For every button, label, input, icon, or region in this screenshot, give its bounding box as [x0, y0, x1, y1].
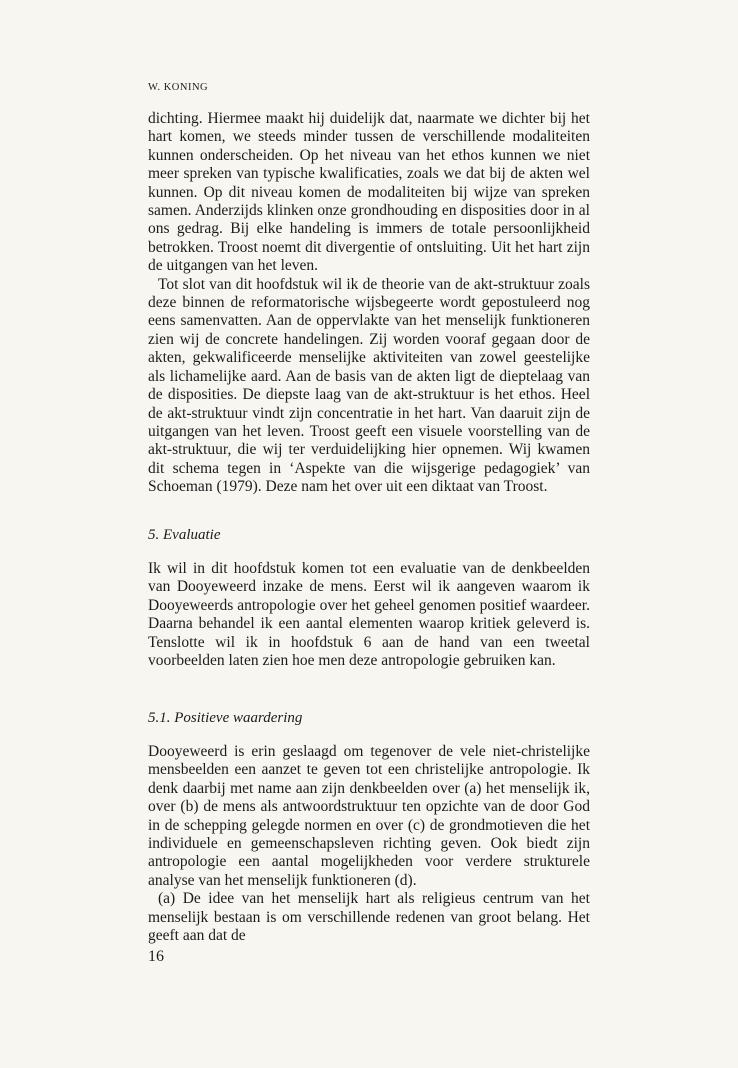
body-paragraph: Ik wil in dit hoofdstuk komen tot een evaluatie van de denkbeelden van Dooyeweerd inzake de mens. Eerst wil ik aangeven waarom ik Dooyeweerds antropologie over het geheel genomen positief waardeer. Daarna behandel ik een aantal elementen waarop kritiek geleverd is. Tenslotte wil ik in hoofdstuk 6 aan de hand van een tweetal voorbeelden laten zien hoe men deze antropologie gebruiken kan. — [148, 560, 590, 670]
running-head: W. KONING — [148, 82, 209, 93]
section-heading-evaluatie: 5. Evaluatie — [148, 527, 221, 543]
page-number: 16 — [148, 948, 164, 965]
positieve-waardering-text-block — [148, 743, 590, 945]
section-heading-positieve-waardering: 5.1. Positieve waardering — [148, 710, 303, 726]
body-paragraph: dichting. Hiermee maakt hij duidelijk dat, naarmate we dichter bij het hart komen, we steeds minder tussen de verschillende modaliteiten kunnen onderscheiden. Op het niveau van het ethos kunnen we niet meer spreken van typische kwalificaties, zoals we dat bij de akten wel kunnen. Op dit niveau komen de modaliteiten bij wijze van spreken samen. Anderzijds klinken onze grondhouding en disposities door in al ons gedrag. Bij elke handeling is immers de totale persoonlijkheid betrokken. Troost noemt dit divergentie of ontsluiting. Uit het hart zijn de uitgangen van het leven. — [148, 110, 590, 275]
intro-text-block — [148, 110, 590, 497]
body-paragraph: Dooyeweerd is erin geslaagd om tegenover de vele niet-christelijke mensbeelden een aanzet te geven tot een christelijke antropologie. Ik denk daarbij met name aan zijn denkbeelden over (a) het menselijk ik, over (b) de mens als antwoordstruktuur ten opzichte van de door God in de schepping gelegde normen en over (c) de grondmotieven die het individuele en gemeenschapsleven richting geven. Ook biedt zijn antropologie een aantal mogelijkheden voor verdere strukturele analyse van het menselijk funktioneren (d). — [148, 743, 590, 889]
evaluatie-text-block — [148, 560, 590, 670]
body-paragraph: (a) De idee van het menselijk hart als religieus centrum van het menselijk bestaan is om verschillende redenen van groot belang. Het geeft aan dat de — [148, 890, 590, 945]
body-paragraph: Tot slot van dit hoofdstuk wil ik de theorie van de akt-struktuur zoals deze binnen de reformatorische wijsbegeerte wordt gepostuleerd nog eens samenvatten. Aan de oppervlakte van het menselijk funktioneren zien wij de concrete handelingen. Zij worden vooraf gegaan door de akten, gekwalificeerde menselijke aktiviteiten van zowel geestelijke als lichamelijke aard. Aan de basis van de akten ligt de dieptelaag van de disposities. De diepste laag van de akt-struktuur is het ethos. Heel de akt-struktuur vindt zijn concentratie in het hart. Van daaruit zijn de uitgangen van het leven. Troost geeft een visuele voorstelling van de akt-struktuur, die wij ter verduidelijking hier opnemen. Wij kwamen dit schema tegen in ‘Aspekte van die wijsgerige pedagogiek’ van Schoeman (1979). Deze nam het over uit een diktaat van Troost. — [148, 275, 590, 496]
